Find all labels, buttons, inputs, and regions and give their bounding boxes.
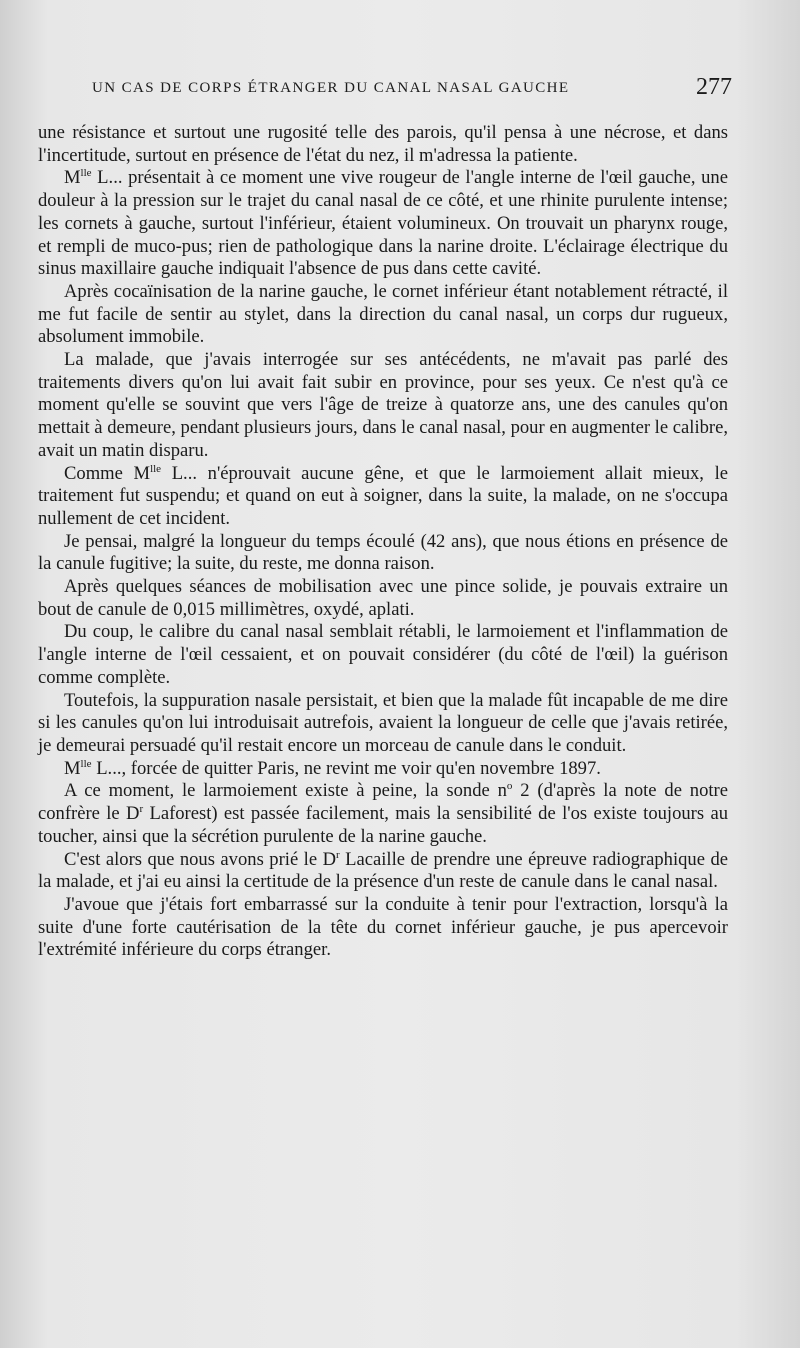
superscript: lle (150, 462, 162, 475)
text-run: La malade, que j'avais interrogée sur ses antécédents, ne m'avait pas parlé des traitements divers qu'on lui avait fait subir en province, pour ses yeux. Ce n'est qu'à ce moment qu'elle se souvint que vers l'âge de treize à quatorze ans, une des canules qu'on mettait à demeure, pendant plusieurs jours, dans le canal nasal, pour en augmenter le calibre, avait un matin disparu. (38, 349, 728, 461)
text-run: Je pensai, malgré la longueur du temps écoulé (42 ans), que nous étions en présence de la canule fugitive; la suite, du reste, me donna raison. (38, 530, 728, 575)
superscript: r (139, 802, 144, 815)
text-run: Après quelques séances de mobilisation avec une pince solide, je pouvais extraire un bout de canule de 0,015 millimètres, oxydé, aplati. (38, 576, 728, 620)
paragraph (38, 894, 728, 962)
text-run: L... n'éprouvait aucune gêne, et que le larmoiement allait mieux, le traitement fut suspendu; et quand on eut à soigner, dans la suite, la malade, on ne s'occupa nullement de cet incident. (38, 462, 729, 529)
text-run: M (64, 757, 81, 779)
running-head (92, 74, 732, 104)
paragraph (38, 463, 728, 531)
text-run: C'est alors que nous avons prié le D (64, 848, 336, 870)
superscript: r (336, 848, 340, 861)
paragraph (38, 690, 728, 758)
paragraph (38, 531, 728, 576)
text-run: L..., forcée de quitter Paris, ne revint me voir qu'en novembre 1897. (91, 757, 601, 779)
paragraph (38, 167, 728, 281)
superscript: o (506, 780, 513, 793)
text-run: Du coup, le calibre du canal nasal semblait rétabli, le larmoiement et l'inflammation de l'angle interne de l'œil cessaient, et on pouvait considérer (du côté de l'œil) la guérison comme complète. (38, 621, 728, 688)
text-run: Après cocaïnisation de la narine gauche, le cornet inférieur étant notablement rétracté, il me fut facile de sentir au stylet, dans la direction du canal nasal, un corps dur rugueux, absolument immobile. (38, 280, 728, 348)
text-run: Toutefois, la suppuration nasale persistait, et bien que la malade fût incapable de me dire si les canules qu'on lui introduisait autrefois, avaient la longueur de celle que j'avais retirée, je demeurai persuadé qu'il restait encore un morceau de canule dans le conduit. (38, 689, 728, 756)
paragraph (38, 758, 728, 781)
paragraph (38, 122, 728, 167)
paragraph (38, 780, 728, 848)
text-run: une résistance et surtout une rugosité telle des parois, qu'il pensa à une nécrose, et dans l'incertitude, surtout en présence de l'état du nez, il m'adressa la patiente. (38, 122, 728, 166)
paragraph (38, 849, 728, 894)
paragraph (38, 576, 728, 621)
body-text (38, 122, 728, 962)
text-run: Lacaille de prendre une épreuve radiographique de la malade, et j'ai eu ainsi la certitude de la présence d'un reste de canule dans le canal nasal. (38, 848, 728, 893)
text-run: Laforest) est passée facilement, mais la sensibilité de l'os existe toujours au toucher, ainsi que la sécrétion purulente de la narine gauche. (38, 803, 728, 847)
paragraph (38, 281, 728, 349)
superscript: lle (80, 167, 92, 180)
running-head-title: UN CAS DE CORPS ÉTRANGER DU CANAL NASAL GAUCHE (92, 80, 570, 96)
text-run: J'avoue que j'étais fort embarrassé sur la conduite à tenir pour l'extraction, lorsqu'à la suite d'une forte cautérisation de la tête du cornet inférieur gauche, je pus apercevoir l'extrémité inférieure du corps étranger. (38, 893, 728, 961)
text-run: 2 (d'après la note de notre confrère le D (38, 780, 728, 825)
paragraph (38, 349, 728, 463)
text-run: L... présentait à ce moment une vive rougeur de l'angle interne de l'œil gauche, une douleur à la pression sur le trajet du canal nasal de ce côté, et une rhinite purulente intense; les cornets à gauche, surtout l'inférieur, étaient volumineux. On trouvait un pharynx rouge, et rempli de muco-pus; rien de pathologique dans la narine droite. L'éclairage électrique du sinus maxillaire gauche indiquait l'absence de pus dans cette cavité. (38, 167, 728, 280)
text-run: A ce moment, le larmoiement existe à peine, la sonde n (64, 780, 507, 802)
text-run: M (64, 167, 81, 189)
superscript: lle (80, 757, 92, 770)
paragraph (38, 621, 728, 689)
text-run: Comme M (64, 462, 151, 484)
page-number: 277 (696, 74, 732, 100)
